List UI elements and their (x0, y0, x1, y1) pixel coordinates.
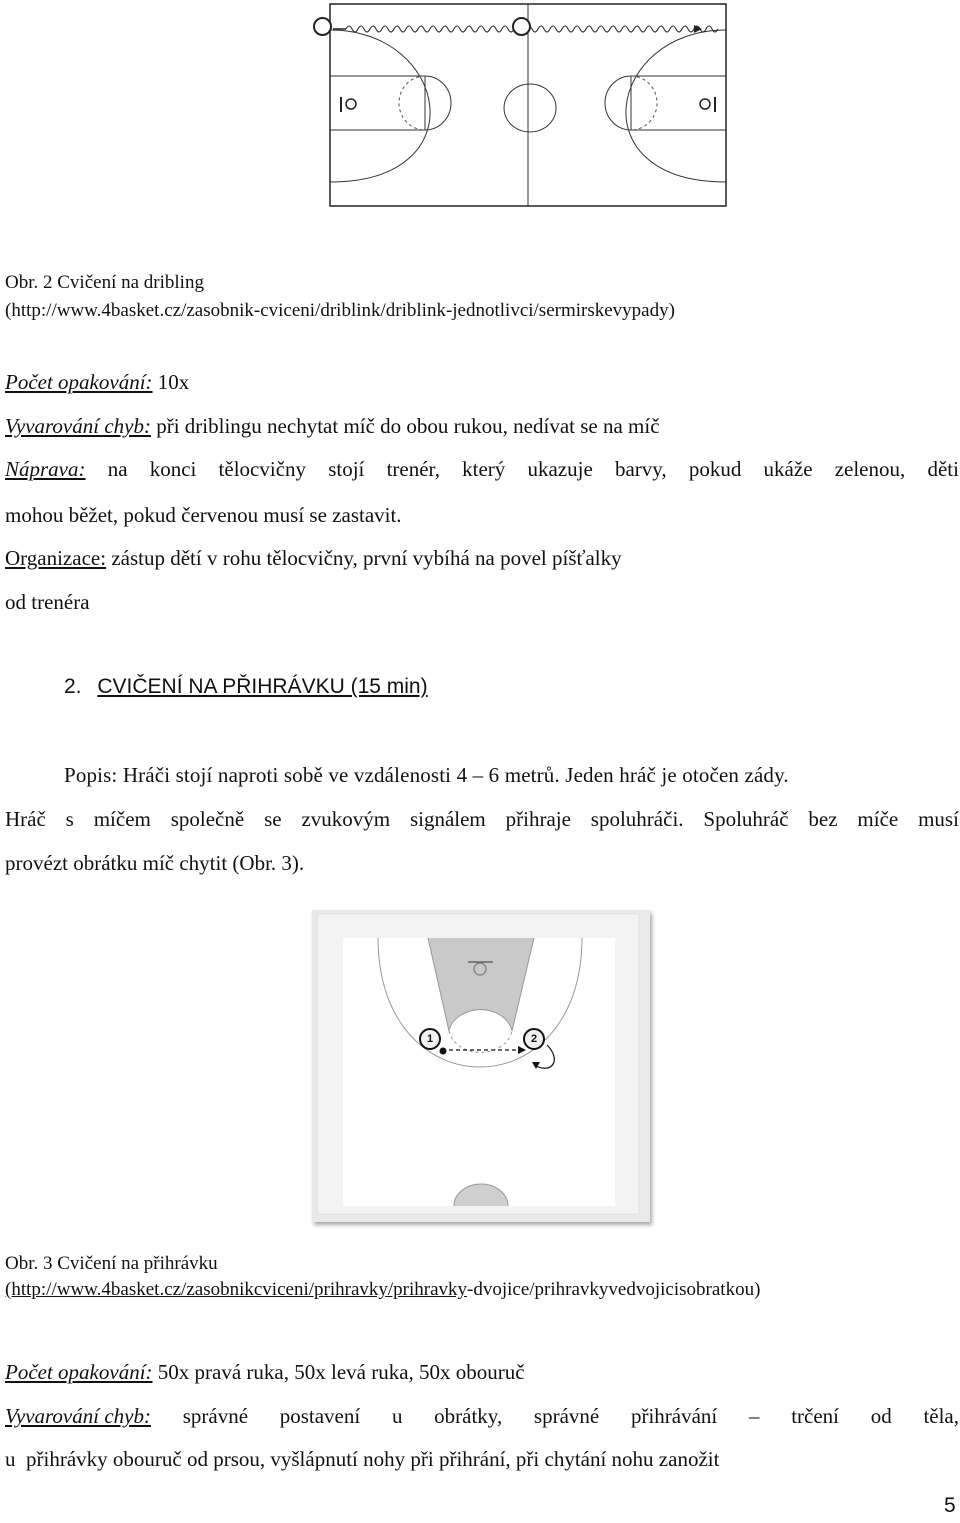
remedy-word: tělocvičny (218, 457, 307, 481)
errors-label-2: Vyvarování chyb: (5, 1404, 151, 1428)
description-word: společně (170, 807, 245, 831)
errors-word: trčení (791, 1404, 839, 1428)
court-diagram-passing (312, 910, 650, 1222)
errors-word: obrátky, (434, 1404, 503, 1428)
figure-caption-title: Obr. 2 Cvičení na dribling (5, 272, 204, 293)
errors-label: Vyvarování chyb: (5, 414, 151, 438)
source-link[interactable]: (http://www.4basket.cz/zasobnikcviceni/prihravky/prihravky (5, 1279, 468, 1300)
description-word: Hráč (5, 807, 46, 831)
repetitions-row-2 (5, 1360, 525, 1385)
repetitions-label: Počet opakování: (5, 370, 153, 394)
organization-row (5, 546, 622, 571)
remedy-word: trenér, (386, 457, 440, 481)
description-line-3: provézt obrátku míč chytit (Obr. 3). (5, 851, 305, 875)
section-title: CVIČENÍ NA PŘIHRÁVKU (15 min) (97, 675, 428, 698)
remedy-word: barvy, (614, 457, 667, 481)
source-link-rest: -dvojice/prihravkyvedvojicisobratkou) (467, 1279, 761, 1300)
errors-word: přihrávání (630, 1404, 718, 1428)
errors-row (5, 414, 660, 439)
errors-word: u (391, 1404, 403, 1428)
remedy-word: stojí (328, 457, 365, 481)
description-word: spoluhráči. (590, 807, 684, 831)
repetitions-row (5, 370, 189, 395)
description-word: míčem (93, 807, 151, 831)
repetitions-value: 10x (152, 370, 190, 394)
remedy-label: Náprava: (5, 457, 86, 481)
description-word: s (65, 807, 74, 831)
remedy-word: který (462, 457, 506, 481)
repetitions-value-2: 50x pravá ruka, 50x levá ruka, 50x obouruč (152, 1360, 525, 1384)
organization-label: Organizace: (5, 546, 107, 570)
section-number: 2. (64, 675, 82, 698)
remedy-word: na (107, 457, 128, 481)
figure-caption-source: (http://www.4basket.cz/zasobnik-cviceni/driblink/driblink-jednotlivci/sermirskevypady) (5, 300, 675, 321)
remedy-word: děti (927, 457, 959, 481)
description-word: míče (857, 807, 899, 831)
organization-value: zástup dětí v rohu tělocvičny, první vybíhá na povel píšťalky (106, 546, 622, 570)
dribble-mid-player-icon (512, 17, 531, 36)
errors-value: při driblingu nechytat míč do obou rukou, nedívat se na míč (150, 414, 660, 438)
section-heading (64, 675, 428, 699)
remedy-word: pokud (688, 457, 742, 481)
description-word: bez (808, 807, 838, 831)
errors-word: správné (182, 1404, 249, 1428)
errors-word: těla, (923, 1404, 959, 1428)
remedy-word: konci (149, 457, 197, 481)
errors-word: – (748, 1404, 760, 1428)
description-word: signálem (409, 807, 486, 831)
remedy-row (5, 457, 959, 482)
errors-continuation-2: u přihrávky obouruč od prsou, vyšlápnutí nohy při přihrání, při chytání nohu zanožit (5, 1447, 720, 1471)
organization-continuation: od trenéra (5, 590, 90, 614)
remedy-word: ukáže (763, 457, 813, 481)
remedy-continuation: mohou běžet, pokud červenou musí se zastavit. (5, 503, 402, 527)
figure-caption-title: Obr. 3 Cvičení na přihrávku (5, 1253, 218, 1274)
repetitions-label-2: Počet opakování: (5, 1360, 153, 1384)
description-word: musí (918, 807, 959, 831)
player-1-label: 1 (426, 1033, 434, 1045)
description-line-1: Popis: Hráči stojí naproti sobě ve vzdálenosti 4 – 6 metrů. Jeden hráč je otočen zády. (64, 763, 789, 787)
remedy-word: ukazuje (527, 457, 593, 481)
errors-row-2 (5, 1404, 959, 1429)
dribble-start-player-icon (313, 17, 332, 36)
player-2-label: 2 (530, 1033, 538, 1045)
page-number: 5 (944, 1494, 956, 1517)
description-line-2 (5, 807, 959, 832)
errors-word: postavení (279, 1404, 361, 1428)
description-word: se (264, 807, 282, 831)
player-2-marker (523, 1028, 545, 1050)
remedy-word: zelenou, (834, 457, 906, 481)
errors-word: správné (533, 1404, 600, 1428)
figure-caption-source (5, 1279, 760, 1301)
description-word: přihraje (505, 807, 571, 831)
court-drawing (312, 910, 650, 1222)
errors-word: od (870, 1404, 892, 1428)
player-1-marker (419, 1028, 441, 1050)
description-word: Spoluhráč (703, 807, 789, 831)
description-word: zvukovým (301, 807, 391, 831)
